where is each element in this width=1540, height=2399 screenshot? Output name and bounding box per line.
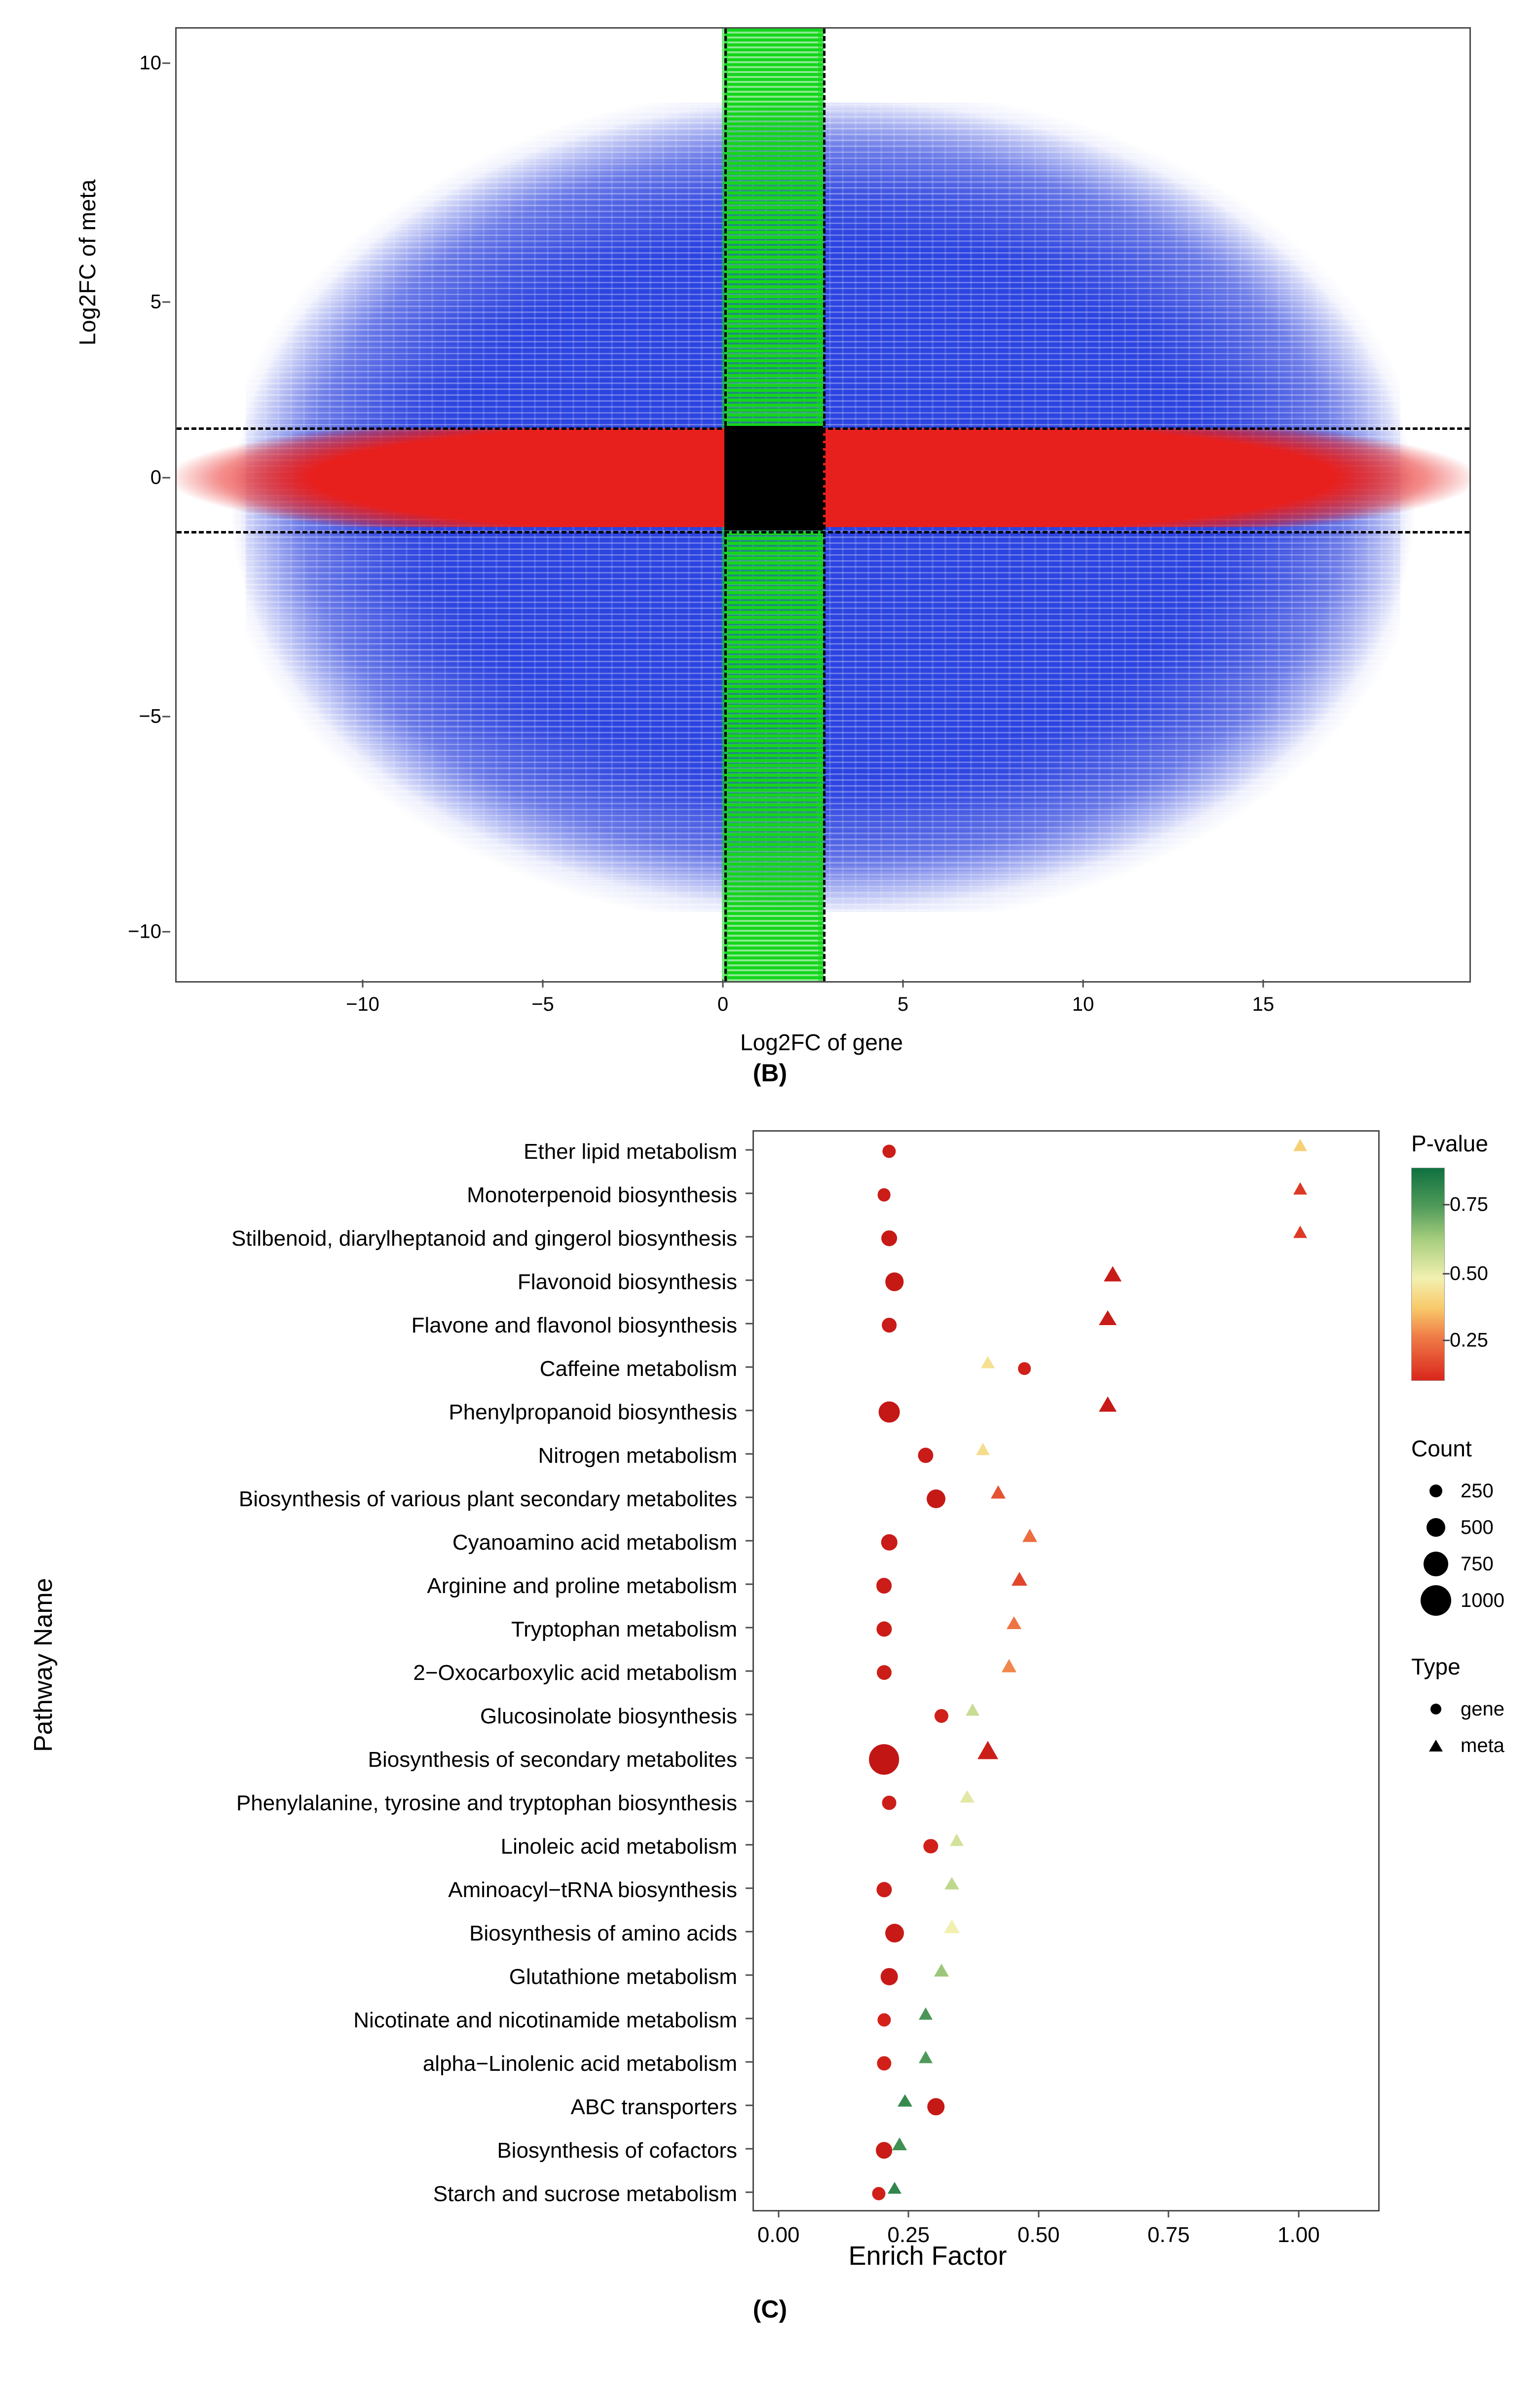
series-neither-significant	[724, 426, 823, 531]
panel-b-y-ticks: 10 5 0 −5 −10	[113, 27, 170, 980]
pathway-label: Aminoacyl−tRNA biosynthesis	[448, 1878, 737, 1902]
gene-point	[885, 1924, 904, 1942]
legend-pvalue-ticks	[1450, 1168, 1534, 1380]
pathway-label: Starch and sucrose metabolism	[433, 2182, 737, 2206]
pathway-label: Biosynthesis of amino acids	[469, 1921, 737, 1945]
meta-point	[1022, 1529, 1037, 1542]
x-tick-label: 0.25	[887, 2223, 930, 2247]
pathway-label: Tryptophan metabolism	[511, 1617, 737, 1641]
legend-count-item	[1411, 1473, 1540, 1509]
triangle-icon	[1429, 1740, 1443, 1752]
meta-point	[919, 2051, 933, 2063]
gene-point	[927, 2098, 944, 2115]
gene-point	[918, 1447, 933, 1463]
pathway-label: Arginine and proline metabolism	[427, 1574, 737, 1598]
gene-point	[885, 1272, 904, 1291]
meta-point	[966, 1704, 979, 1716]
panel-b-scatter	[0, 0, 1540, 1091]
meta-point	[1099, 1310, 1117, 1325]
gene-point	[879, 1402, 900, 1423]
pathway-label: Linoleic acid metabolism	[500, 1834, 737, 1859]
gene-point	[872, 2187, 885, 2200]
legend-type-title: Type	[1411, 1654, 1461, 1679]
legend-count	[1411, 1435, 1540, 1619]
legend-count-label-1000: 1000	[1461, 1589, 1504, 1611]
pathway-label: Phenylpropanoid biosynthesis	[449, 1400, 737, 1424]
x-tick-label: 0.50	[1017, 2223, 1060, 2247]
pathway-label: Nitrogen metabolism	[538, 1444, 737, 1468]
legend-count-dot-750	[1424, 1552, 1448, 1576]
gene-point	[869, 1744, 900, 1775]
legend-count-item	[1411, 1582, 1540, 1619]
gene-point	[881, 1968, 898, 1985]
pathway-label: Glutathione metabolism	[509, 1965, 737, 1989]
meta-point	[892, 2137, 907, 2150]
meta-point	[1104, 1266, 1122, 1282]
meta-point	[1099, 1397, 1117, 1412]
legend-type-item-gene	[1411, 1691, 1540, 1727]
panel-b-y-axis-label: Log2FC of meta	[75, 179, 100, 345]
pathway-label: Cyanoamino acid metabolism	[452, 1530, 737, 1555]
pathway-label: Ether lipid metabolism	[524, 1140, 737, 1164]
meta-point	[944, 1919, 960, 1933]
gene-point	[934, 1709, 948, 1723]
legend-count-label-750: 750	[1461, 1553, 1494, 1575]
legend-count-title: Count	[1411, 1436, 1472, 1461]
x-tick-label: 0.75	[1147, 2223, 1190, 2247]
legend-pvalue-title: P-value	[1411, 1131, 1488, 1156]
legend-count-dot-500	[1427, 1518, 1445, 1537]
meta-point	[981, 1356, 995, 1369]
gene-point	[882, 1144, 896, 1158]
meta-point	[1293, 1139, 1307, 1151]
panel-c-x-axis-label: Enrich Factor	[848, 2241, 1007, 2271]
legend-count-dot-250	[1429, 1485, 1442, 1497]
legend-pvalue-tick-1: 0.50	[1450, 1262, 1488, 1285]
legend-pvalue-tick-2: 0.25	[1450, 1329, 1488, 1351]
pathway-label: Biosynthesis of cofactors	[497, 2138, 737, 2163]
gene-point	[924, 1839, 938, 1853]
panel-b-letter: (B)	[752, 1059, 788, 1087]
gene-point	[882, 1796, 897, 1810]
panel-c-y-axis-label: Pathway Name	[29, 1578, 58, 1752]
legend-pvalue-tick-0: 0.75	[1450, 1193, 1488, 1216]
legend-count-item	[1411, 1509, 1540, 1546]
gene-point	[881, 1230, 897, 1246]
pathway-label: Phenylalanine, tyrosine and tryptophan biosynthesis	[236, 1791, 737, 1815]
legend-type-item-meta	[1411, 1727, 1540, 1764]
meta-point	[977, 1741, 998, 1759]
meta-point	[1002, 1659, 1016, 1673]
panel-b-x-axis-label: Log2FC of gene	[740, 1029, 903, 1055]
meta-point	[898, 2094, 912, 2107]
legend-count-item	[1411, 1546, 1540, 1582]
legend-count-dot-1000	[1421, 1585, 1451, 1616]
pathway-label: Monoterpenoid biosynthesis	[467, 1183, 737, 1207]
meta-point	[919, 2008, 933, 2020]
panel-c-legends	[1411, 1130, 1540, 1793]
legend-count-label-500: 500	[1461, 1516, 1494, 1538]
pathway-label: Glucosinolate biosynthesis	[480, 1704, 737, 1728]
meta-point	[991, 1485, 1006, 1499]
panel-c-plot-area	[752, 1130, 1380, 2211]
gene-point	[927, 1489, 945, 1508]
threshold-line-gene-upper	[823, 29, 826, 981]
panel-c-letter: (C)	[752, 2295, 788, 2323]
pathway-label: 2−Oxocarboxylic acid metabolism	[413, 1661, 737, 1685]
gene-point	[877, 1188, 891, 1202]
gene-point	[876, 1882, 892, 1897]
legend-count-label-250: 250	[1461, 1480, 1494, 1502]
gene-point	[876, 1578, 892, 1594]
pathway-label: Biosynthesis of various plant secondary metabolites	[238, 1487, 737, 1511]
legend-pvalue	[1411, 1130, 1540, 1381]
pathway-label: alpha−Linolenic acid metabolism	[422, 2052, 737, 2076]
gene-point	[877, 2013, 891, 2026]
pathway-label: Caffeine metabolism	[539, 1357, 737, 1381]
legend-type	[1411, 1653, 1540, 1764]
meta-point	[1012, 1572, 1027, 1586]
circle-icon	[1430, 1704, 1441, 1714]
meta-point	[1293, 1182, 1307, 1195]
meta-point	[1007, 1616, 1021, 1629]
gene-point	[876, 1621, 892, 1637]
gene-point	[882, 1318, 897, 1333]
meta-point	[944, 1877, 959, 1890]
gene-point	[877, 2056, 891, 2070]
pathway-label: Flavonoid biosynthesis	[517, 1270, 737, 1294]
panel-b-x-ticks: −10 −5 0 5 10 15	[175, 980, 1468, 1024]
meta-point	[1293, 1226, 1307, 1238]
meta-point	[960, 1790, 975, 1803]
gene-point	[1018, 1362, 1031, 1375]
pathway-label: ABC transporters	[570, 2095, 737, 2119]
legend-pvalue-colorbar	[1411, 1168, 1445, 1381]
legend-type-label-meta: meta	[1461, 1734, 1504, 1756]
threshold-line-gene-lower	[724, 29, 727, 981]
pathway-label: Nicotinate and nicotinamide metabolism	[353, 2008, 737, 2032]
legend-type-label-gene: gene	[1461, 1698, 1504, 1720]
pathway-label: Flavone and flavonol biosynthesis	[411, 1313, 737, 1337]
gene-point	[876, 2142, 893, 2159]
panel-b-plot-area	[175, 27, 1471, 983]
gene-point	[876, 1665, 891, 1680]
meta-point	[888, 2182, 901, 2194]
meta-point	[976, 1443, 990, 1455]
gene-point	[881, 1534, 898, 1551]
panel-c-dotplot	[0, 1110, 1540, 2399]
meta-point	[950, 1834, 964, 1846]
panel-c-category-labels	[59, 1130, 750, 2216]
x-tick-label: 1.00	[1277, 2223, 1320, 2247]
meta-point	[934, 1964, 949, 1977]
pathway-label: Stilbenoid, diarylheptanoid and gingerol biosynthesis	[231, 1226, 737, 1251]
pathway-label: Biosynthesis of secondary metabolites	[368, 1748, 737, 1772]
x-tick-label: 0.00	[757, 2223, 800, 2247]
